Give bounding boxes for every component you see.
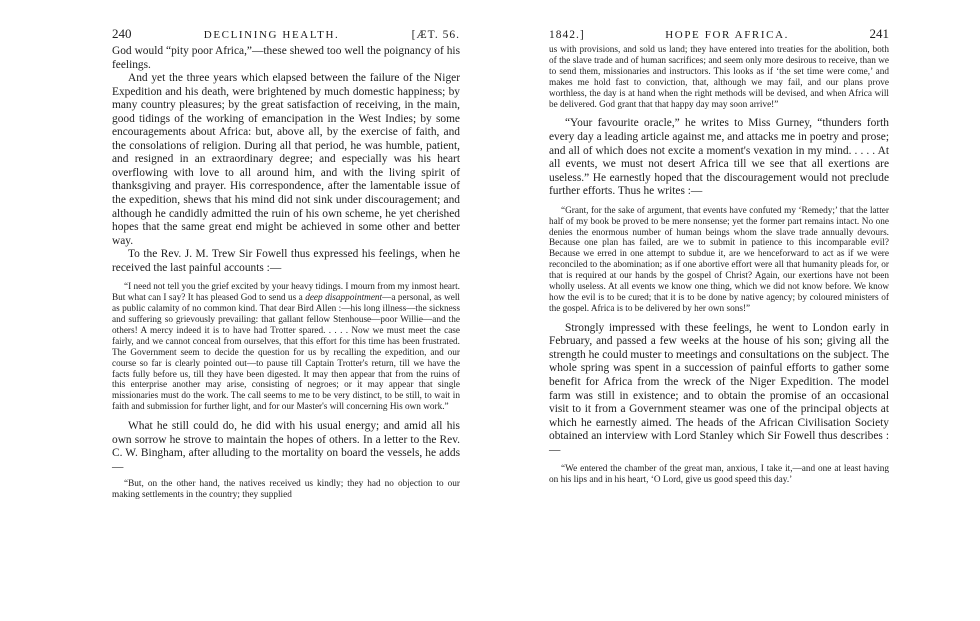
quote-trew-part-2: —a personal, as well as public calamity of no common kind. That dear Bird Allen :—his long illness—the sickness and suffering so grievously prevailing: that gallant fellow Stenhouse—poor Willie—and the others! A mercy indeed it is to have had Trotter spared. . . . . Now we must meet the case fairly, and we cannot conceal from ourselves, that this effort for this time has been frustrated. The Government seem to decide the question for us by recalling the expedition, and our course so far is clearly pointed out—to pause till Captain Trotter's return, till we have the facts fully before us, till they have been digested. It may then appear that from the ruins of this enterprise another may arise, consisting of negroes; or it may appear that single missionaries must do the work. The call seems to me to be very distinct, to be still, to wait in faith and submission for further light, and for our Master's will concerning His own work.”: [112, 293, 460, 413]
quote-trew-letter: [112, 282, 460, 413]
left-page: [112, 26, 460, 613]
running-head-right: [549, 26, 889, 43]
paragraph-trew-intro: To the Rev. J. M. Trew Sir Fowell thus expressed his feelings, when he received the last painful accounts :—: [112, 248, 460, 274]
running-head-left: [112, 26, 460, 43]
age-note: [ÆT. 56.: [411, 29, 460, 41]
running-title-right: HOPE FOR AFRICA.: [665, 29, 789, 41]
quote-lord-stanley: “We entered the chamber of the great man, anxious, I take it,—and one at least having on his lips and in his heart, ‘O Lord, give us good speed this day.’: [549, 464, 889, 486]
quote-bingham-continued: us with provisions, and sold us land; they have entered into treaties for the abolition, both of the slave trade and of human sacrifices; and seem only more desirous to receive, than we to send them, missionaries and instructors. This looks as if ‘the set time were come,’ and makes me hold fast to conviction, that, although we may fail, and our plans prove worthless, the day is at hand when the right methods will be devised, and when Africa will be delivered. God grant that that happy day may soon arrive!”: [549, 45, 889, 110]
quote-bingham-start: “But, on the other hand, the natives received us kindly; they had no objection to our making settlements in the country; they supplied: [112, 479, 460, 501]
right-page: [549, 26, 889, 613]
paragraph-three-years: And yet the three years which elapsed between the failure of the Niger Expedition and his death, were brightened by much domestic happiness; by many country pleasures; by the great satisfaction of receiving, in the main, good tidings of the working of emancipation in the West Indies; by some encouragements about Africa: but, above all, by the exercise of faith, and the consolations of religion. During all that period, he was humble, patient, and resigned in an extraordinary degree; and especially was his heart overflowing with love to all around him, and with the living spirit of thanksgiving and prayer. His correspondence, after the lamentable issue of the expedition, shews that his mind did not sink under discouragement; and although he candidly admitted the ruin of his own scheme, he yet cherished hopes that the same great end might be achieved in some other and better way.: [112, 72, 460, 247]
page-number-241: 241: [869, 26, 889, 41]
paragraph-favourite-oracle: “Your favourite oracle,” he writes to Miss Gurney, “thunders forth every day a leading article against me, and attacks me in poetry and prose; and all of which does not excite a moment's vexation in my mind. . . . . At all events, we must not desert Africa till we see that all exertions are useless.” He earnestly hoped that the discouragement would not preclude further efforts. Thus he writes :—: [549, 117, 889, 198]
paragraph-london-visit: Strongly impressed with these feelings, he went to London early in February, and passed a few weeks at the house of his son; giving all the strength he could muster to meetings and consultations on the subject. The whole spring was spent in a succession of painful efforts to gather some benefit for Africa from the wreck of the Niger Expedition. The model farm was still in existence; and to obtain the promise of an occasional visit to it from a Government steamer was one of the principal objects at which he earnestly aimed. The heads of the African Civilisation Society obtained an interview with Lord Stanley which Sir Fowell thus describes :—: [549, 321, 889, 456]
paragraph-continued: God would “pity poor Africa,”—these shewed too well the poignancy of his feelings.: [112, 45, 460, 71]
quote-trew-part-1: “I need not tell you the grief excited by your heavy tidings. I mourn from my inmost heart. But what can I say? It has pleased God to send us a: [112, 282, 460, 304]
paragraph-bingham-intro: What he still could do, he did with his usual energy; and amid all his own sorrow he strove to maintain the hopes of others. In a letter to the Rev. C. W. Bingham, after alluding to the mortality on board the vessels, he adds—: [112, 420, 460, 473]
quote-grant-argument: “Grant, for the sake of argument, that events have confuted my ‘Remedy;’ that the latter half of my book be proved to be mere nonsense; yet the former part remains intact. No one denies the enormous number of human beings whom the slave trade annually devours. Because one plan has failed, are we to submit in patience to this incomparable evil? Because we erred in one attempt to subdue it, are we henceforward to act as if we were reconciled to the abomination; as if one abortive effort were all that humanity pleads for, or that is required at our hands by the gospel of Christ? Again, our exertions have not been wholly useless. At all events we know one thing, which we did not know before. We know how the evil is to be cured; that it is to be done by native agency; by coloured ministers of the gospel. Africa is to be delivered by her own sons!”: [549, 205, 889, 314]
running-title-left: DECLINING HEALTH.: [203, 29, 340, 41]
quote-trew-emphasis: deep disappointment: [305, 293, 383, 304]
year-note: 1842.]: [549, 29, 585, 41]
page-number-240: 240: [112, 26, 132, 41]
